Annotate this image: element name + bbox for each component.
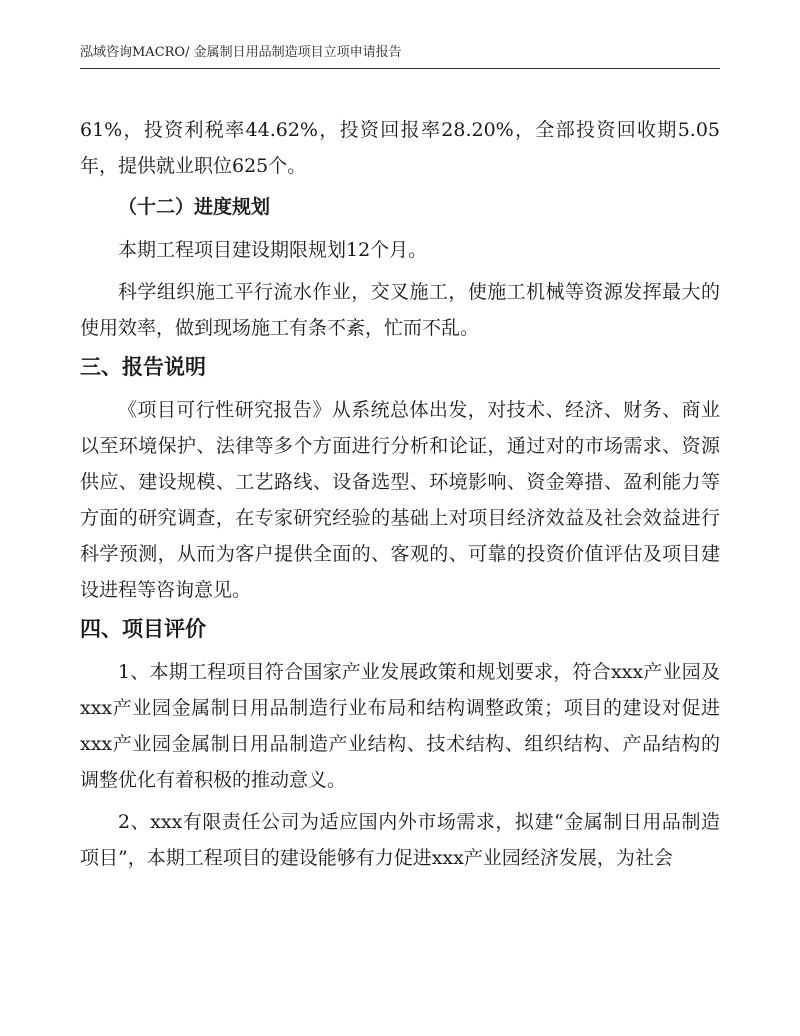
paragraph-construction-period: 本期工程项目建设期限规划12个月。	[118, 239, 428, 261]
section-heading-project-evaluation: 四、项目评价	[80, 616, 206, 641]
header-divider	[80, 68, 720, 69]
paragraph-construction-organization: 科学组织施工平行流水作业，交叉施工，使施工机械等资源发挥最大的使用效率，做到现场施工有条不紊，忙而不乱。	[80, 281, 720, 339]
paragraph-report-description: 《项目可行性研究报告》从系统总体出发，对技术、经济、财务、商业以至环境保护、法律等多个方面进行分析和论证，通过对的市场需求、资源供应、建设规模、工艺路线、设备选型、环境影响、资金筹措、盈利能力等方面的研究调查，在专家研究经验的基础上对项目经济效益及社会效益进行科学预测，从而为客户提供全面的、客观的、可靠的投资价值评估及项目建设进程等咨询意见。	[80, 399, 720, 601]
paragraph-investment-summary: 61%，投资利税率44.62%，投资回报率28.20%，全部投资回收期5.05年，提供就业职位625个。	[80, 119, 720, 177]
paragraph-evaluation-2: 2、xxx有限责任公司为适应国内外市场需求，拟建“金属制日用品制造项目”，本期工程项目的建设能够有力促进xxx产业园经济发展，为社会	[80, 811, 720, 869]
section-heading-report-description: 三、报告说明	[80, 354, 206, 379]
running-header: 泓域咨询MACRO/ 金属制日用品制造项目立项申请报告	[80, 45, 402, 60]
document-body	[80, 112, 720, 882]
subsection-heading-schedule: （十二）进度规划	[118, 196, 271, 218]
paragraph-evaluation-1: 1、本期工程项目符合国家产业发展政策和规划要求，符合xxx产业园及xxx产业园金属制日用品制造行业布局和结构调整政策；项目的建设对促进xxx产业园金属制日用品制造产业结构、技术结构、组织结构、产品结构的调整优化有着积极的推动意义。	[80, 661, 720, 791]
